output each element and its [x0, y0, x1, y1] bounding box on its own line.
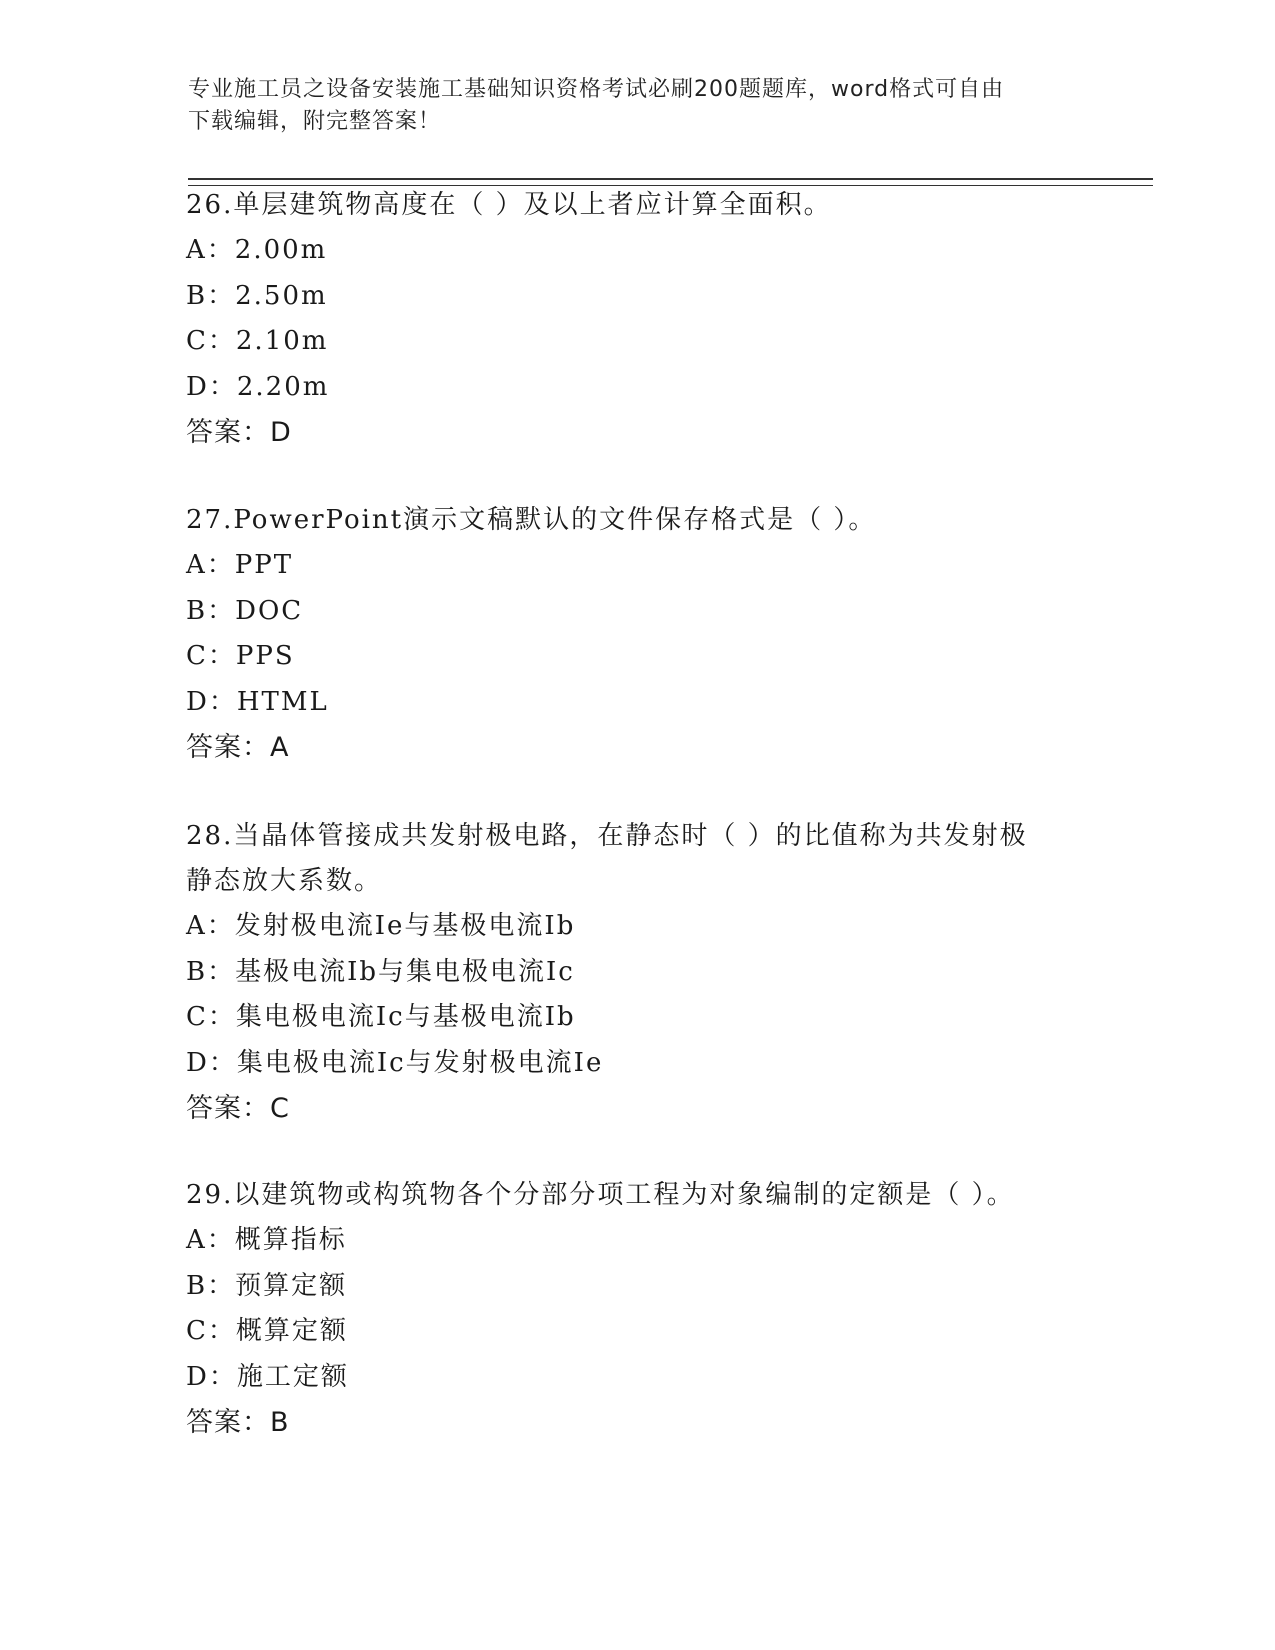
option-c: C：概算定额 [186, 1316, 348, 1346]
question-28 [186, 814, 1086, 1131]
option-a: A：PPT [186, 550, 294, 580]
document-header [188, 74, 1088, 138]
header-line-2: 下载编辑，附完整答案！ [188, 109, 442, 134]
option-d: D：2.20m [186, 371, 330, 402]
question-26 [186, 183, 1086, 455]
question-27 [186, 498, 1086, 770]
option-d: D：施工定额 [186, 1361, 349, 1392]
question-title: 28.当晶体管接成共发射极电路，在静态时（ ）的比值称为共发射极 [186, 821, 1028, 851]
option-c: C：PPS [186, 641, 295, 671]
option-b: B：预算定额 [186, 1270, 348, 1301]
option-c: C：2.10m [186, 326, 329, 356]
question-title: 29.以建筑物或构筑物各个分部分项工程为对象编制的定额是（ ）。 [186, 1180, 1015, 1210]
option-c: C：集电极电流Ic与基极电流Ib [186, 1002, 576, 1032]
option-d: D：HTML [186, 686, 329, 717]
option-b: B：2.50m [186, 280, 328, 311]
question-title: 26.单层建筑物高度在（ ）及以上者应计算全面积。 [186, 190, 832, 220]
header-line-1: 专业施工员之设备安装施工基础知识资格考试必刷200题题库，word格式可自由 [188, 77, 1005, 102]
option-a: A：发射极电流Ie与基极电流Ib [186, 911, 576, 941]
question-title-continued: 静态放大系数。 [186, 866, 383, 896]
option-b: B：基极电流Ib与集电极电流Ic [186, 956, 575, 987]
answer: 答案：B [186, 1407, 290, 1438]
option-a: A：2.00m [186, 235, 328, 265]
question-29 [186, 1173, 1086, 1445]
answer: 答案：A [186, 732, 290, 763]
answer: 答案：D [186, 417, 292, 448]
option-b: B：DOC [186, 595, 304, 626]
answer: 答案：C [186, 1093, 290, 1124]
question-title: 27.PowerPoint演示文稿默认的文件保存格式是（ ）。 [186, 505, 877, 535]
option-d: D：集电极电流Ic与发射极电流Ie [186, 1047, 604, 1078]
option-a: A：概算指标 [186, 1225, 347, 1255]
